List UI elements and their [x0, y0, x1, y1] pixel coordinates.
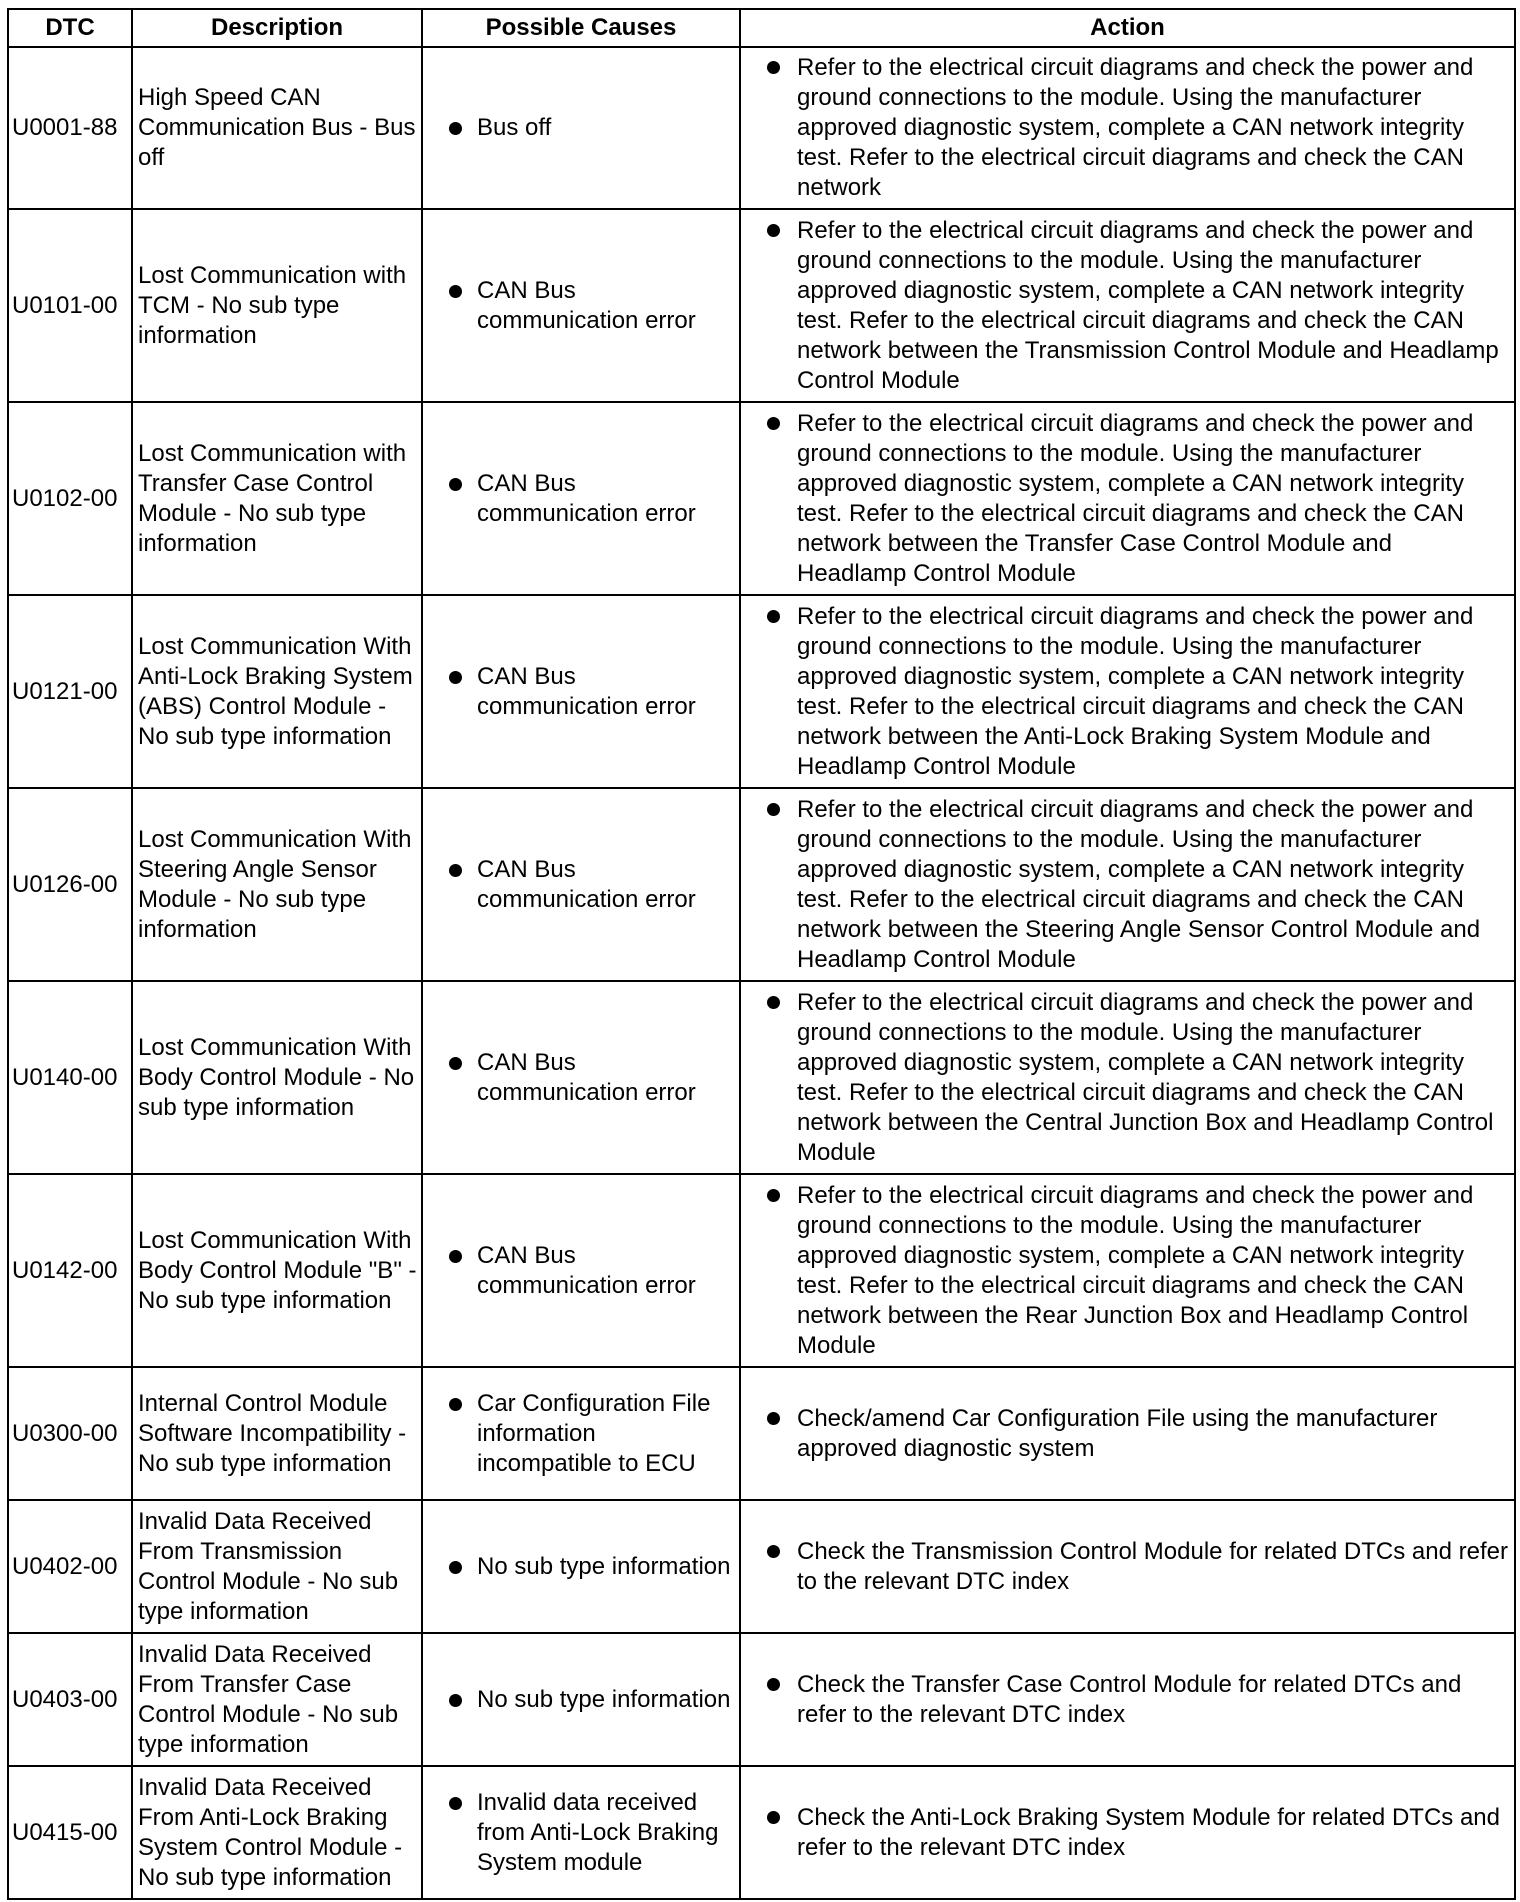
dtc-code: U0101-00: [8, 209, 132, 402]
dtc-code: U0140-00: [8, 981, 132, 1174]
table-row: [8, 595, 1515, 788]
cause-item: CAN Bus communication error: [423, 276, 733, 336]
dtc-code: U0102-00: [8, 402, 132, 595]
action: [740, 1367, 1515, 1500]
possible-causes: [422, 1367, 740, 1500]
cause-item: CAN Bus communication error: [423, 1048, 733, 1108]
action: [740, 981, 1515, 1174]
cause-item: Invalid data received from Anti-Lock Braking System module: [423, 1788, 733, 1878]
dtc-description: Invalid Data Received From Anti-Lock Braking System Control Module - No sub type information: [132, 1766, 422, 1899]
dtc-code: U0402-00: [8, 1500, 132, 1633]
dtc-document: [7, 8, 1514, 1900]
action: [740, 788, 1515, 981]
cause-item: No sub type information: [423, 1685, 733, 1715]
possible-causes: [422, 1174, 740, 1367]
action: [740, 47, 1515, 209]
action: [740, 402, 1515, 595]
possible-causes: [422, 1500, 740, 1633]
cause-item: Car Configuration File information incompatible to ECU: [423, 1389, 733, 1479]
action-item: Check the Transmission Control Module for related DTCs and refer to the relevant DTC index: [741, 1537, 1508, 1597]
dtc-description: Lost Communication With Steering Angle Sensor Module - No sub type information: [132, 788, 422, 981]
dtc-code: U0126-00: [8, 788, 132, 981]
cause-item: CAN Bus communication error: [423, 469, 733, 529]
header-description: Description: [132, 9, 422, 47]
possible-causes: [422, 981, 740, 1174]
action: [740, 209, 1515, 402]
action: [740, 1174, 1515, 1367]
action-item: Refer to the electrical circuit diagrams and check the power and ground connections to the module. Using the manufacturer approved diagnostic system, complete a CAN network integrity test. Refer to the electrical circuit diagrams and check the CAN network between the Transmission Control Module and Headlamp Control Module: [741, 216, 1508, 396]
header-dtc: DTC: [8, 9, 132, 47]
table-row: [8, 209, 1515, 402]
dtc-description: High Speed CAN Communication Bus - Bus off: [132, 47, 422, 209]
possible-causes: [422, 47, 740, 209]
table-row: [8, 1500, 1515, 1633]
header-row: [8, 9, 1515, 47]
action-item: Check/amend Car Configuration File using the manufacturer approved diagnostic system: [741, 1404, 1508, 1464]
table-row: [8, 47, 1515, 209]
header-action: Action: [740, 9, 1515, 47]
dtc-code: U0121-00: [8, 595, 132, 788]
dtc-description: Lost Communication With Body Control Module - No sub type information: [132, 981, 422, 1174]
table-row: [8, 1633, 1515, 1766]
dtc-code: U0142-00: [8, 1174, 132, 1367]
action: [740, 1633, 1515, 1766]
header-possible-causes: Possible Causes: [422, 9, 740, 47]
action-item: Refer to the electrical circuit diagrams and check the power and ground connections to the module. Using the manufacturer approved diagnostic system, complete a CAN network integrity test. Refer to the electrical circuit diagrams and check the CAN network between the Anti-Lock Braking System Module and Headlamp Control Module: [741, 602, 1508, 782]
action-item: Refer to the electrical circuit diagrams and check the power and ground connections to the module. Using the manufacturer approved diagnostic system, complete a CAN network integrity test. Refer to the electrical circuit diagrams and check the CAN network: [741, 53, 1508, 203]
possible-causes: [422, 209, 740, 402]
dtc-description: Invalid Data Received From Transfer Case Control Module - No sub type information: [132, 1633, 422, 1766]
action: [740, 1766, 1515, 1899]
action-item: Refer to the electrical circuit diagrams and check the power and ground connections to the module. Using the manufacturer approved diagnostic system, complete a CAN network integrity test. Refer to the electrical circuit diagrams and check the CAN network between the Rear Junction Box and Headlamp Control Module: [741, 1181, 1508, 1361]
dtc-code: U0300-00: [8, 1367, 132, 1500]
table-row: [8, 981, 1515, 1174]
dtc-description: Invalid Data Received From Transmission Control Module - No sub type information: [132, 1500, 422, 1633]
action-item: Check the Anti-Lock Braking System Module for related DTCs and refer to the relevant DTC index: [741, 1803, 1508, 1863]
dtc-description: Internal Control Module Software Incompatibility - No sub type information: [132, 1367, 422, 1500]
cause-item: CAN Bus communication error: [423, 855, 733, 915]
table-row: [8, 788, 1515, 981]
possible-causes: [422, 1633, 740, 1766]
possible-causes: [422, 1766, 740, 1899]
dtc-description: Lost Communication with TCM - No sub type information: [132, 209, 422, 402]
cause-item: No sub type information: [423, 1552, 733, 1582]
action-item: Check the Transfer Case Control Module for related DTCs and refer to the relevant DTC index: [741, 1670, 1508, 1730]
cause-item: Bus off: [423, 113, 733, 143]
dtc-description: Lost Communication With Anti-Lock Braking System (ABS) Control Module - No sub type information: [132, 595, 422, 788]
dtc-description: Lost Communication With Body Control Module "B" - No sub type information: [132, 1174, 422, 1367]
possible-causes: [422, 402, 740, 595]
dtc-code: U0001-88: [8, 47, 132, 209]
action-item: Refer to the electrical circuit diagrams and check the power and ground connections to the module. Using the manufacturer approved diagnostic system, complete a CAN network integrity test. Refer to the electrical circuit diagrams and check the CAN network between the Central Junction Box and Headlamp Control Module: [741, 988, 1508, 1168]
table-row: [8, 1174, 1515, 1367]
action-item: Refer to the electrical circuit diagrams and check the power and ground connections to the module. Using the manufacturer approved diagnostic system, complete a CAN network integrity test. Refer to the electrical circuit diagrams and check the CAN network between the Transfer Case Control Module and Headlamp Control Module: [741, 409, 1508, 589]
table-row: [8, 1367, 1515, 1500]
action-item: Refer to the electrical circuit diagrams and check the power and ground connections to the module. Using the manufacturer approved diagnostic system, complete a CAN network integrity test. Refer to the electrical circuit diagrams and check the CAN network between the Steering Angle Sensor Control Module and Headlamp Control Module: [741, 795, 1508, 975]
action: [740, 595, 1515, 788]
possible-causes: [422, 788, 740, 981]
table-row: [8, 1766, 1515, 1899]
dtc-description: Lost Communication with Transfer Case Control Module - No sub type information: [132, 402, 422, 595]
dtc-code: U0415-00: [8, 1766, 132, 1899]
dtc-code: U0403-00: [8, 1633, 132, 1766]
table-row: [8, 402, 1515, 595]
action: [740, 1500, 1515, 1633]
cause-item: CAN Bus communication error: [423, 1241, 733, 1301]
dtc-table: [7, 8, 1516, 1900]
cause-item: CAN Bus communication error: [423, 662, 733, 722]
possible-causes: [422, 595, 740, 788]
